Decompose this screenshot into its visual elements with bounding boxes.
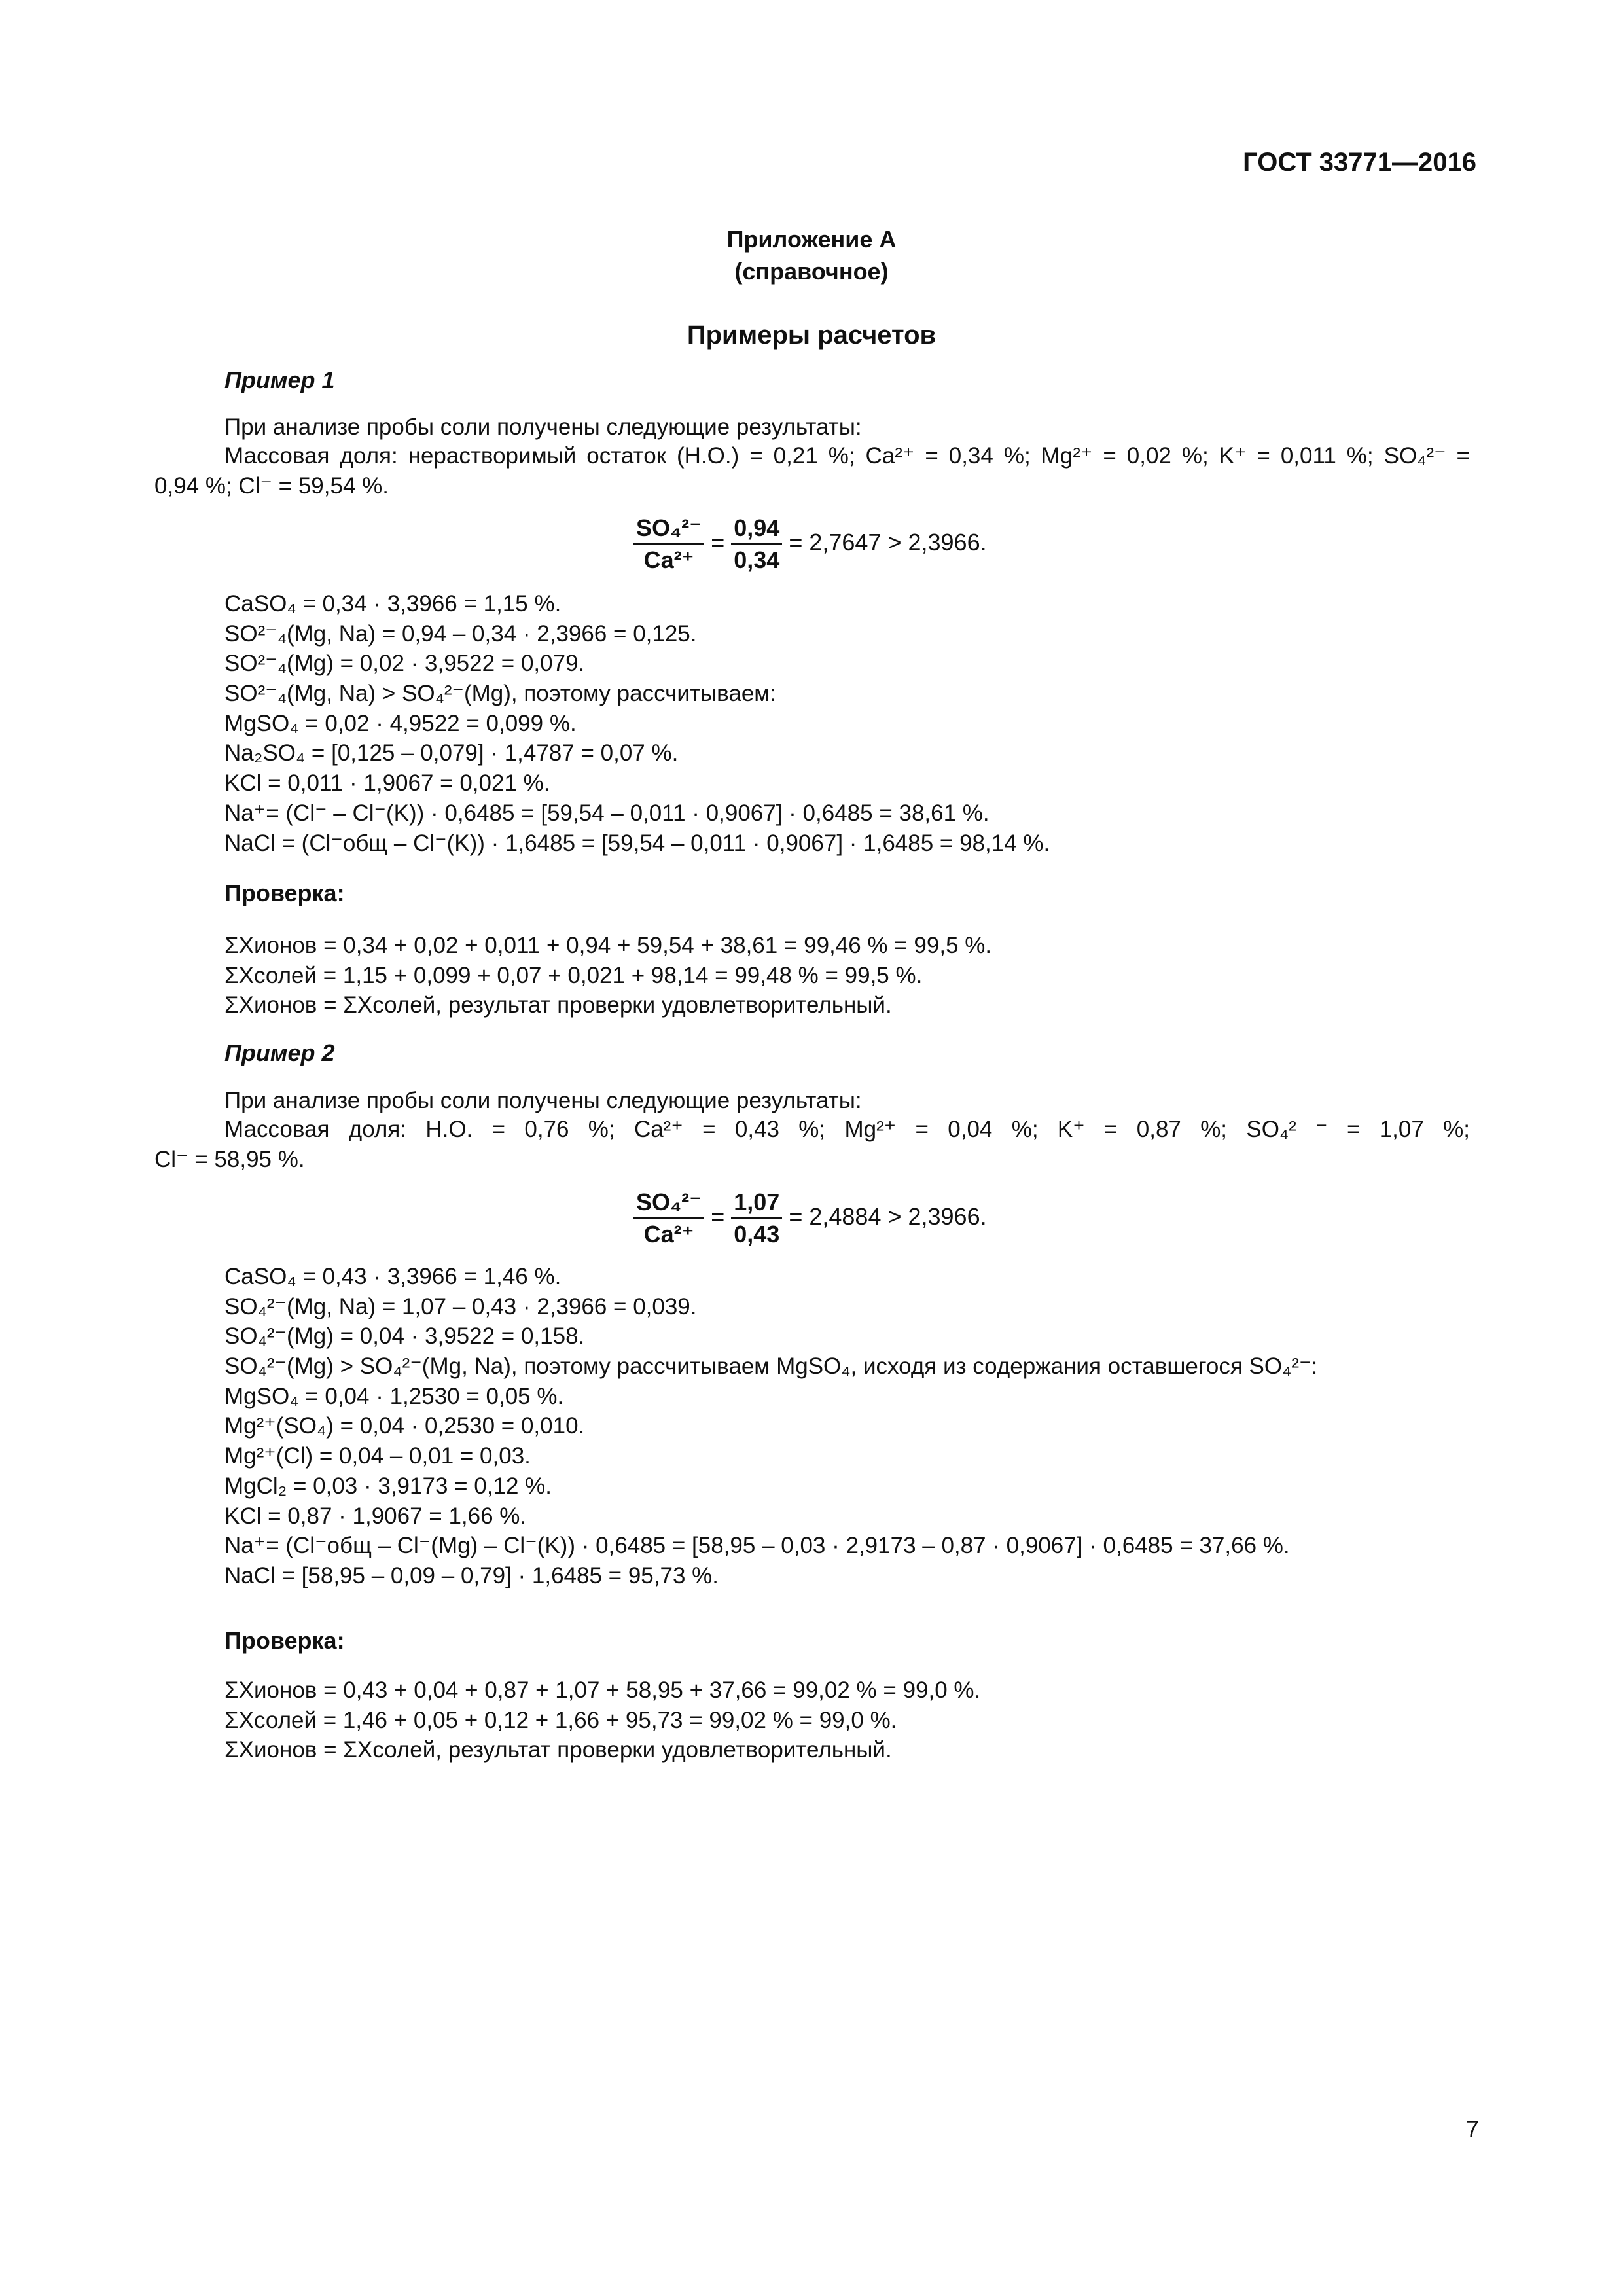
example2-ratio-values — [731, 1189, 782, 1248]
appendix-title: Приложение А — [726, 226, 897, 253]
ratio-denominator: Ca²⁺ — [643, 1221, 694, 1247]
example2-calculations — [224, 1262, 1317, 1591]
example1-ratio-ions — [633, 514, 704, 574]
ratio-result: = 2,4884 > 2,3966. — [789, 1203, 987, 1230]
calc-line: SO₄²⁻(Mg) > SO₄²⁻(Mg, Na), поэтому рассчитываем MgSO₄, исходя из содержания оставшегося SO₄²⁻: — [224, 1354, 1318, 1380]
calc-line: CaSO₄ = 0,34 · 3,3966 = 1,15 %. — [224, 591, 562, 617]
example2-ratio-ions — [633, 1189, 704, 1248]
example1-results-line1: Массовая доля: нерастворимый остаток (Н.О.) = 0,21 %; Ca²⁺ = 0,34 %; Mg²⁺ = 0,02 %; K⁺ = 0,011 %; SO₄²⁻ = — [224, 443, 1470, 469]
check-line: ΣXионов = ΣXсолей, результат проверки удовлетворительный. — [224, 1737, 892, 1763]
calc-line: KCl = 0,011 · 1,9067 = 0,021 %. — [224, 770, 550, 797]
calc-line: CaSO₄ = 0,43 · 3,3966 = 1,46 %. — [224, 1264, 562, 1289]
calc-line: Na⁺= (Cl⁻общ – Cl⁻(Mg) – Cl⁻(K)) · 0,6485 = [58,95 – 0,03 · 2,9173 – 0,87 · 0,9067] · 0,6485 = 37,66 %. — [224, 1533, 1290, 1559]
appendix-subtitle: (справочное) — [734, 258, 889, 285]
example1-results — [154, 441, 1470, 501]
example2-results — [154, 1115, 1470, 1175]
ratio-numerator: SO₄²⁻ — [633, 1189, 704, 1219]
calc-line: KCl = 0,87 · 1,9067 = 1,66 %. — [224, 1503, 527, 1529]
calc-line: SO²⁻₄(Mg, Na) = 0,94 – 0,34 · 2,3966 = 0,125. — [224, 620, 697, 647]
example1-check-label: Проверка: — [224, 880, 345, 906]
calc-line: Na₂SO₄ = [0,125 – 0,079] · 1,4787 = 0,07 %. — [224, 740, 679, 766]
ratio-numerator: SO₄²⁻ — [633, 514, 704, 545]
ratio-value-numerator: 0,94 — [731, 514, 782, 545]
calc-line: Mg²⁺(SO₄) = 0,04 · 0,2530 = 0,010. — [224, 1413, 585, 1439]
check-line: ΣXсолей = 1,15 + 0,099 + 0,07 + 0,021 + 98,14 = 99,48 % = 99,5 %. — [224, 962, 923, 988]
ratio-value-denominator: 0,34 — [734, 547, 780, 573]
calc-line: NaCl = (Cl⁻общ – Cl⁻(K)) · 1,6485 = [59,54 – 0,011 · 0,9067] · 1,6485 = 98,14 %. — [224, 830, 1050, 856]
ratio-denominator: Ca²⁺ — [643, 547, 694, 573]
calc-line: Na⁺= (Cl⁻ – Cl⁻(K)) · 0,6485 = [59,54 – 0,011 · 0,9067] · 0,6485 = 38,61 %. — [224, 800, 990, 826]
example2-results-line2: Cl⁻ = 58,95 %. — [154, 1147, 305, 1172]
check-line: ΣXионов = 0,34 + 0,02 + 0,011 + 0,94 + 59,54 + 38,61 = 99,46 % = 99,5 %. — [224, 933, 992, 958]
check-line: ΣXионов = 0,43 + 0,04 + 0,87 + 1,07 + 58,95 + 37,66 = 99,02 % = 99,0 %. — [224, 1677, 981, 1703]
page-number: 7 — [1465, 2115, 1479, 2142]
example1-ratio-values — [731, 514, 782, 574]
example2-intro: При анализе пробы соли получены следующие результаты: — [224, 1088, 862, 1113]
calc-line: SO²⁻₄(Mg, Na) > SO₄²⁻(Mg), поэтому рассчитываем: — [224, 681, 777, 707]
example2-results-line1: Массовая доля: Н.О. = 0,76 %; Ca²⁺ = 0,43 %; Mg²⁺ = 0,04 %; K⁺ = 0,87 %; SO₄² ⁻ = 1,07 %; — [224, 1117, 1470, 1142]
calc-line: SO₄²⁻(Mg, Na) = 1,07 – 0,43 · 2,3966 = 0,039. — [224, 1293, 697, 1319]
example1-intro: При анализе пробы соли получены следующие результаты: — [224, 414, 862, 440]
example2-check — [224, 1676, 980, 1765]
example1-calculations — [224, 589, 1050, 858]
ratio-value-denominator: 0,43 — [734, 1221, 780, 1247]
calc-line: MgCl₂ = 0,03 · 3,9173 = 0,12 %. — [224, 1473, 552, 1499]
calc-line: Mg²⁺(Cl) = 0,04 – 0,01 = 0,03. — [224, 1443, 531, 1469]
section-title: Примеры расчетов — [687, 321, 936, 350]
ratio-result: = 2,7647 > 2,3966. — [789, 529, 987, 556]
calc-line: SO²⁻₄(Mg) = 0,02 · 3,9522 = 0,079. — [224, 651, 585, 677]
calc-line: SO₄²⁻(Mg) = 0,04 · 3,9522 = 0,158. — [224, 1323, 585, 1350]
example1-label: Пример 1 — [224, 367, 335, 393]
ratio-value-numerator: 1,07 — [731, 1189, 782, 1219]
document-id-header: ГОСТ 33771—2016 — [1243, 148, 1476, 177]
example2-ratio-formula: $\frac{\text{SO₄²⁻}}{\text{Ca²⁺}}$ = $\frac{1,07}{0,43}$ = 2,4884 > 2,3966. — [633, 1189, 987, 1248]
calc-line: NaCl = [58,95 – 0,09 – 0,79] · 1,6485 = 95,73 %. — [224, 1562, 719, 1588]
check-line: ΣXионов = ΣXсолей, результат проверки удовлетворительный. — [224, 992, 892, 1018]
example1-check — [224, 931, 991, 1020]
check-line: ΣXсолей = 1,46 + 0,05 + 0,12 + 1,66 + 95,73 = 99,02 % = 99,0 %. — [224, 1707, 897, 1733]
calc-line: MgSO₄ = 0,04 · 1,2530 = 0,05 %. — [224, 1383, 564, 1409]
example1-ratio-formula: $\frac{\text{SO₄²⁻}}{\text{Ca²⁺}}$ = $\frac{0,94}{0,34}$ = 2,7647 > 2,3966. — [633, 514, 987, 574]
example2-label: Пример 2 — [224, 1039, 335, 1066]
calc-line: MgSO₄ = 0,02 · 4,9522 = 0,099 %. — [224, 710, 577, 736]
example1-results-line2: 0,94 %; Cl⁻ = 59,54 %. — [154, 473, 389, 499]
example2-check-label: Проверка: — [224, 1627, 345, 1654]
